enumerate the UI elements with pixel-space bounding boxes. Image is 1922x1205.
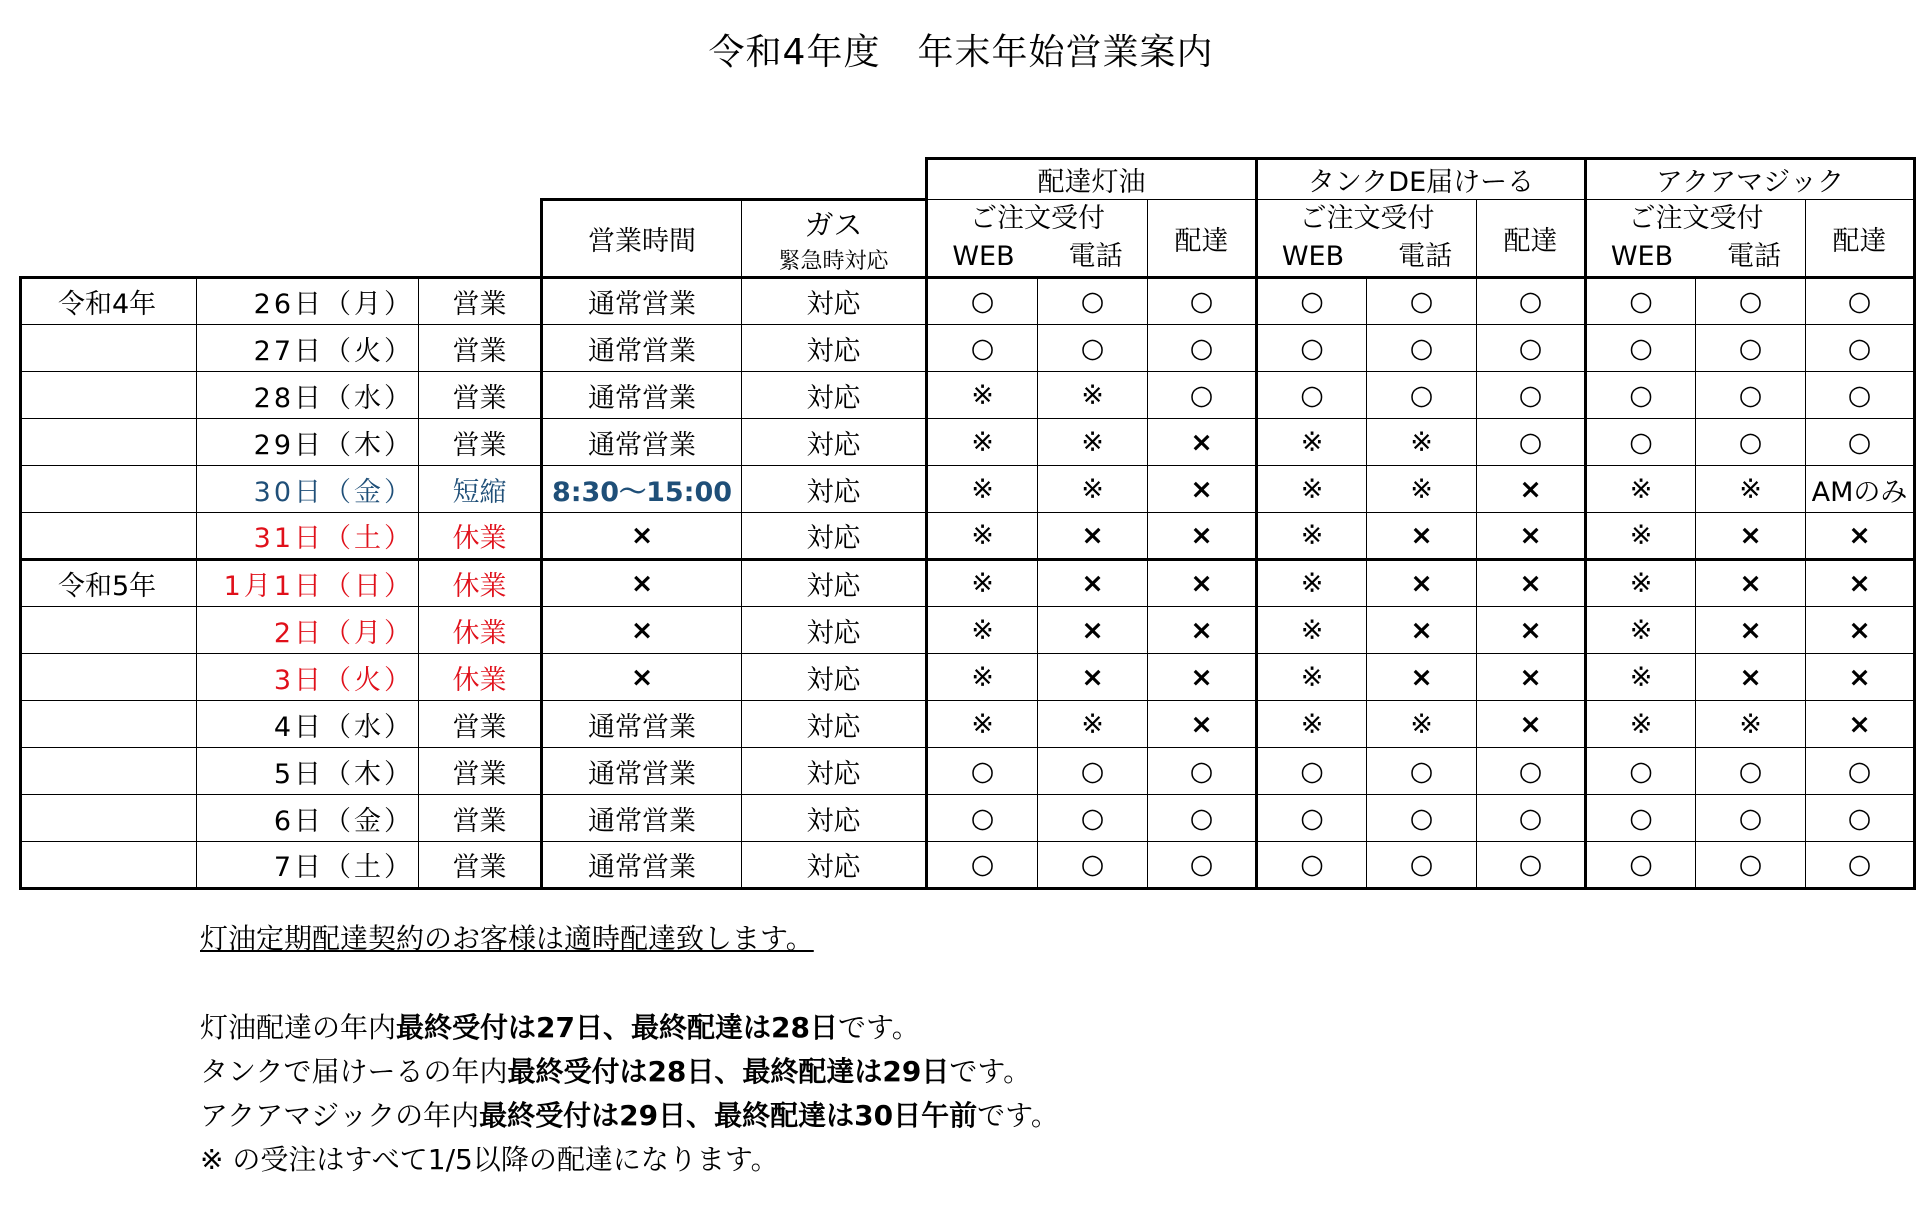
year-cell: 令和5年	[21, 560, 197, 607]
availability-mark: AMのみ	[1806, 466, 1915, 513]
status-cell: 営業	[419, 842, 542, 889]
availability-mark: ○	[1477, 842, 1586, 889]
availability-mark: ○	[1257, 325, 1367, 372]
availability-mark: ○	[1586, 372, 1696, 419]
availability-mark: ○	[1696, 372, 1806, 419]
availability-mark: ○	[1806, 748, 1915, 795]
header-delivery-kerosene: 配達	[1148, 200, 1257, 278]
header-order-kerosene	[927, 200, 1148, 278]
table-row	[21, 748, 1915, 795]
hours-cell: ×	[542, 607, 742, 654]
date-cell: 31日（土）	[197, 513, 419, 560]
availability-mark: ○	[927, 325, 1038, 372]
availability-mark: ○	[927, 842, 1038, 889]
availability-mark: ○	[927, 278, 1038, 325]
availability-mark: ○	[1257, 842, 1367, 889]
gas-cell: 対応	[742, 419, 927, 466]
availability-mark: ○	[1477, 795, 1586, 842]
availability-mark: ×	[1148, 607, 1257, 654]
status-cell: 営業	[419, 795, 542, 842]
header-web: WEB	[1281, 241, 1345, 272]
year-cell	[21, 466, 197, 513]
availability-mark: ○	[1477, 372, 1586, 419]
date-cell: 6日（金）	[197, 795, 419, 842]
availability-mark: ○	[1806, 419, 1915, 466]
hours-cell: 通常営業	[542, 419, 742, 466]
availability-mark: ※	[927, 654, 1038, 701]
availability-mark: ※	[1257, 419, 1367, 466]
availability-mark: ×	[1477, 513, 1586, 560]
availability-mark: ○	[1038, 842, 1148, 889]
status-cell: 休業	[419, 513, 542, 560]
availability-mark: ×	[1148, 466, 1257, 513]
availability-mark: ×	[1367, 654, 1477, 701]
availability-mark: ○	[1696, 278, 1806, 325]
availability-mark: ○	[1586, 842, 1696, 889]
availability-mark: ○	[1806, 795, 1915, 842]
header-gas-sub: 緊急時対応	[778, 248, 889, 274]
availability-mark: ○	[1806, 325, 1915, 372]
status-cell: 休業	[419, 654, 542, 701]
table-row	[21, 325, 1915, 372]
gas-cell: 対応	[742, 372, 927, 419]
date-cell: 1月1日（日）	[197, 560, 419, 607]
note-mark: ※ の受注はすべて1/5以降の配達になります。	[200, 1143, 779, 1176]
availability-mark: ×	[1148, 701, 1257, 748]
status-cell: 営業	[419, 372, 542, 419]
year-cell	[21, 701, 197, 748]
availability-mark: ×	[1038, 654, 1148, 701]
hours-cell: ×	[542, 560, 742, 607]
date-cell: 26日（月）	[197, 278, 419, 325]
table-row	[21, 701, 1915, 748]
year-cell	[21, 842, 197, 889]
availability-mark: ※	[1257, 560, 1367, 607]
availability-mark: ○	[1257, 748, 1367, 795]
status-cell: 営業	[419, 701, 542, 748]
group-header-tank: タンクDE届けーる	[1257, 159, 1586, 200]
availability-mark: ○	[1586, 748, 1696, 795]
availability-mark: ○	[1806, 372, 1915, 419]
availability-mark: ○	[1367, 748, 1477, 795]
availability-mark: ×	[1148, 560, 1257, 607]
availability-mark: ○	[1806, 842, 1915, 889]
availability-mark: ※	[1038, 419, 1148, 466]
date-cell: 7日（土）	[197, 842, 419, 889]
table-row	[21, 795, 1915, 842]
gas-cell: 対応	[742, 607, 927, 654]
availability-mark: ※	[1586, 654, 1696, 701]
header-order-aqua	[1586, 200, 1806, 278]
date-cell: 3日（火）	[197, 654, 419, 701]
status-cell: 営業	[419, 325, 542, 372]
availability-mark: ○	[1586, 419, 1696, 466]
hours-cell: ×	[542, 513, 742, 560]
year-cell	[21, 325, 197, 372]
availability-mark: ※	[1696, 701, 1806, 748]
availability-mark: ○	[1038, 325, 1148, 372]
year-cell	[21, 795, 197, 842]
gas-cell: 対応	[742, 654, 927, 701]
availability-mark: ※	[927, 419, 1038, 466]
header-hours: 営業時間	[542, 200, 742, 278]
year-cell	[21, 513, 197, 560]
availability-mark: ○	[1367, 372, 1477, 419]
gas-cell: 対応	[742, 466, 927, 513]
year-cell	[21, 419, 197, 466]
status-cell: 営業	[419, 278, 542, 325]
status-cell: 休業	[419, 607, 542, 654]
hours-cell: ×	[542, 654, 742, 701]
year-cell	[21, 607, 197, 654]
table-row	[21, 607, 1915, 654]
availability-mark: ○	[1586, 325, 1696, 372]
date-cell: 2日（月）	[197, 607, 419, 654]
year-cell	[21, 654, 197, 701]
availability-mark: ○	[1257, 278, 1367, 325]
date-cell: 5日（木）	[197, 748, 419, 795]
schedule-table	[19, 157, 1916, 890]
availability-mark: ○	[1696, 842, 1806, 889]
availability-mark: ○	[1696, 325, 1806, 372]
hours-cell: 通常営業	[542, 842, 742, 889]
availability-mark: ×	[1477, 701, 1586, 748]
gas-cell: 対応	[742, 278, 927, 325]
availability-mark: ○	[1806, 278, 1915, 325]
availability-mark: ×	[1806, 607, 1915, 654]
availability-mark: ○	[1477, 419, 1586, 466]
availability-mark: ○	[1586, 278, 1696, 325]
availability-mark: ※	[1586, 701, 1696, 748]
availability-mark: ※	[1038, 372, 1148, 419]
status-cell: 営業	[419, 748, 542, 795]
header-phone: 電話	[1727, 241, 1782, 272]
hours-cell: 8:30～15:00	[542, 466, 742, 513]
availability-mark: ※	[927, 372, 1038, 419]
availability-mark: ×	[1806, 701, 1915, 748]
availability-mark: ○	[1038, 795, 1148, 842]
availability-mark: ×	[1696, 513, 1806, 560]
availability-mark: ×	[1696, 654, 1806, 701]
availability-mark: ×	[1806, 654, 1915, 701]
gas-cell: 対応	[742, 701, 927, 748]
availability-mark: ×	[1477, 466, 1586, 513]
availability-mark: ※	[927, 466, 1038, 513]
table-row	[21, 466, 1915, 513]
date-cell: 29日（木）	[197, 419, 419, 466]
header-phone: 電話	[1068, 241, 1123, 272]
header-web: WEB	[952, 241, 1015, 272]
availability-mark: ×	[1038, 560, 1148, 607]
note-tank: タンクで届けーるの年内最終受付は28日、最終配達は29日です。	[200, 1055, 1032, 1088]
availability-mark: ○	[1148, 842, 1257, 889]
hours-cell: 通常営業	[542, 701, 742, 748]
availability-mark: ※	[1257, 607, 1367, 654]
availability-mark: ×	[1696, 560, 1806, 607]
availability-mark: ○	[1477, 748, 1586, 795]
availability-mark: ○	[1367, 842, 1477, 889]
date-cell: 27日（火）	[197, 325, 419, 372]
year-cell: 令和4年	[21, 278, 197, 325]
availability-mark: ※	[927, 607, 1038, 654]
hours-cell: 通常営業	[542, 795, 742, 842]
availability-mark: ※	[1586, 513, 1696, 560]
date-cell: 28日（水）	[197, 372, 419, 419]
availability-mark: ※	[1367, 419, 1477, 466]
availability-mark: ※	[1367, 466, 1477, 513]
availability-mark: ×	[1477, 607, 1586, 654]
availability-mark: ※	[1257, 466, 1367, 513]
header-delivery-aqua: 配達	[1806, 200, 1915, 278]
availability-mark: ×	[1696, 607, 1806, 654]
availability-mark: ○	[927, 748, 1038, 795]
availability-mark: ×	[1367, 560, 1477, 607]
availability-mark: ×	[1806, 560, 1915, 607]
table-row	[21, 372, 1915, 419]
header-order-label: ご注文受付	[1628, 203, 1764, 234]
table-row	[21, 842, 1915, 889]
table-row	[21, 419, 1915, 466]
availability-mark: ×	[1477, 560, 1586, 607]
table-row	[21, 513, 1915, 560]
availability-mark: ※	[1586, 560, 1696, 607]
availability-mark: ○	[1038, 748, 1148, 795]
availability-mark: ○	[1367, 795, 1477, 842]
date-cell: 30日（金）	[197, 466, 419, 513]
status-cell: 休業	[419, 560, 542, 607]
table-row	[21, 654, 1915, 701]
status-cell: 営業	[419, 419, 542, 466]
availability-mark: ○	[1257, 795, 1367, 842]
availability-mark: ×	[1038, 513, 1148, 560]
group-header-kerosene: 配達灯油	[927, 159, 1257, 200]
availability-mark: ×	[1806, 513, 1915, 560]
note-contract: 灯油定期配達契約のお客様は適時配達致します。	[200, 922, 814, 955]
header-phone: 電話	[1398, 241, 1453, 272]
note-kerosene: 灯油配達の年内最終受付は27日、最終配達は28日です。	[200, 1011, 920, 1044]
hours-cell: 通常営業	[542, 748, 742, 795]
hours-cell: 通常営業	[542, 325, 742, 372]
header-web: WEB	[1610, 241, 1674, 272]
availability-mark: ※	[927, 701, 1038, 748]
availability-mark: ○	[1586, 795, 1696, 842]
availability-mark: ○	[1367, 325, 1477, 372]
availability-mark: ※	[1696, 466, 1806, 513]
availability-mark: ×	[1477, 654, 1586, 701]
header-order-tank	[1257, 200, 1477, 278]
availability-mark: ×	[1148, 513, 1257, 560]
availability-mark: ※	[927, 513, 1038, 560]
header-gas-label: ガス	[804, 207, 863, 242]
availability-mark: ○	[1148, 748, 1257, 795]
availability-mark: ○	[1477, 325, 1586, 372]
note-aqua: アクアマジックの年内最終受付は29日、最終配達は30日午前です。	[200, 1099, 1059, 1132]
availability-mark: ○	[1148, 278, 1257, 325]
availability-mark: ○	[1038, 278, 1148, 325]
gas-cell: 対応	[742, 513, 927, 560]
gas-cell: 対応	[742, 560, 927, 607]
header-order-label: ご注文受付	[970, 203, 1105, 234]
group-header-aqua: アクアマジック	[1586, 159, 1915, 200]
availability-mark: ※	[1038, 701, 1148, 748]
gas-cell: 対応	[742, 795, 927, 842]
availability-mark: ○	[1696, 748, 1806, 795]
gas-cell: 対応	[742, 748, 927, 795]
table-row	[21, 278, 1915, 325]
page-title: 令和4年度 年末年始営業案内	[708, 32, 1214, 73]
table-row	[21, 560, 1915, 607]
hours-cell: 通常営業	[542, 278, 742, 325]
date-cell: 4日（水）	[197, 701, 419, 748]
availability-mark: ※	[1586, 607, 1696, 654]
availability-mark: ×	[1148, 654, 1257, 701]
availability-mark: ○	[1367, 278, 1477, 325]
header-delivery-tank: 配達	[1477, 200, 1586, 278]
availability-mark: ○	[1477, 278, 1586, 325]
availability-mark: ○	[1148, 325, 1257, 372]
availability-mark: ○	[1148, 795, 1257, 842]
header-order-label: ご注文受付	[1299, 203, 1435, 234]
availability-mark: ○	[1148, 372, 1257, 419]
availability-mark: ×	[1148, 419, 1257, 466]
availability-mark: ○	[1257, 372, 1367, 419]
gas-cell: 対応	[742, 325, 927, 372]
availability-mark: ×	[1367, 607, 1477, 654]
year-cell	[21, 748, 197, 795]
availability-mark: ○	[927, 795, 1038, 842]
availability-mark: ※	[927, 560, 1038, 607]
availability-mark: ※	[1257, 654, 1367, 701]
availability-mark: ※	[1367, 701, 1477, 748]
availability-mark: ×	[1038, 607, 1148, 654]
availability-mark: ※	[1257, 701, 1367, 748]
header-gas	[742, 200, 927, 278]
hours-cell: 通常営業	[542, 372, 742, 419]
availability-mark: ×	[1367, 513, 1477, 560]
availability-mark: ※	[1586, 466, 1696, 513]
availability-mark: ○	[1696, 419, 1806, 466]
availability-mark: ○	[1696, 795, 1806, 842]
availability-mark: ※	[1257, 513, 1367, 560]
availability-mark: ※	[1038, 466, 1148, 513]
year-cell	[21, 372, 197, 419]
status-cell: 短縮	[419, 466, 542, 513]
gas-cell: 対応	[742, 842, 927, 889]
